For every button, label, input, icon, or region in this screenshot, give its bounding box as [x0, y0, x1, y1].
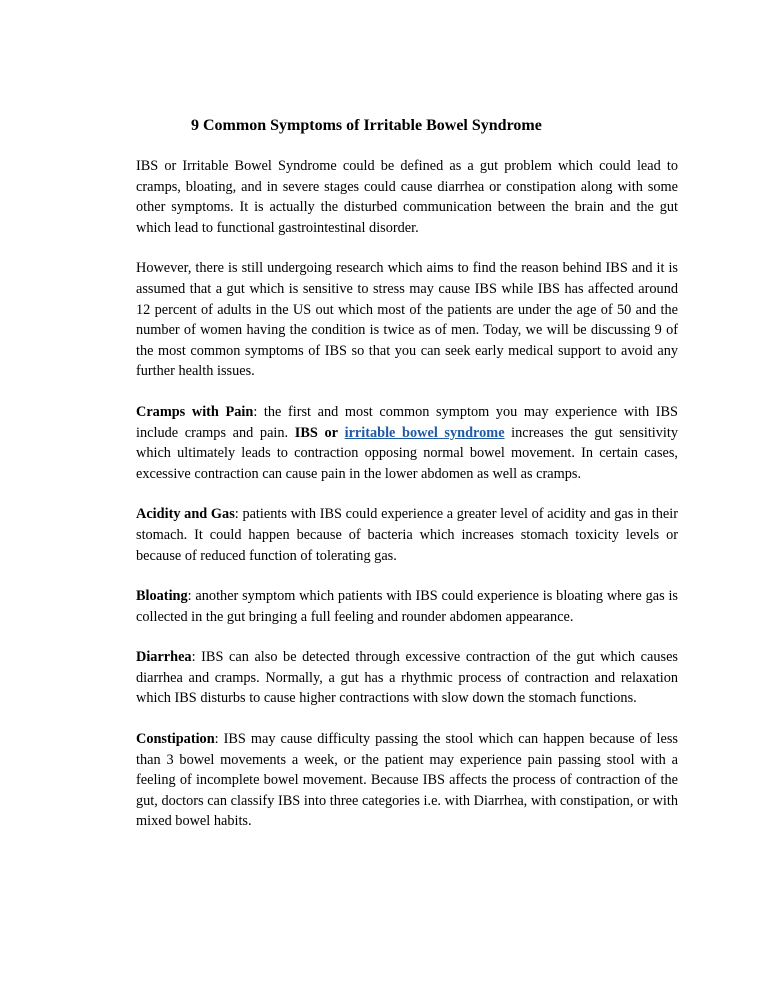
section-acidity — [136, 504, 678, 566]
section-heading-bloating: Bloating — [136, 588, 188, 605]
intro-paragraph-1: IBS or Irritable Bowel Syndrome could be defined as a gut problem which could lead to cramps, bloating, and in severe stages could cause diarrhea or constipation along with some other symptoms. It is actually the disturbed communication between the brain and the gut which lead to functional gastrointestinal disorder. — [136, 158, 678, 236]
section-text-cramps-a: : the first and most common symptom you may experience with IBS include cramps and pain. — [136, 403, 678, 441]
document-page — [136, 116, 678, 852]
section-heading-cramps: Cramps with Pain — [136, 403, 254, 420]
section-cramps — [136, 402, 678, 484]
section-text-constipation: : IBS may cause difficulty passing the stool which can happen because of less than 3 bowel movements a week, or the patient may experience pain passing stool with a feeling of incomplete bowel movement. Because IBS affects the process of contraction of the gut, doctors can classify IBS into three categories i.e. with Diarrhea, with constipation, or with mixed bowel habits. — [136, 731, 678, 830]
section-heading-diarrhea: Diarrhea — [136, 649, 192, 666]
section-text-acidity: : patients with IBS could experience a greater level of acidity and gas in their stomach. It could happen because of bacteria which increases stomach toxicity levels or because of reduced function of tolerating gas. — [136, 506, 678, 564]
section-heading-constipation: Constipation — [136, 731, 215, 748]
section-text-cramps-b: increases the gut sensitivity which ultimately leads to contraction opposing normal bowel movement. In certain cases, excessive contraction can cause pain in the lower abdomen as well as cramps. — [136, 424, 679, 482]
document-title: 9 Common Symptoms of Irritable Bowel Syndrome — [191, 117, 542, 134]
section-bloating — [136, 586, 678, 627]
irritable-bowel-syndrome-link[interactable]: irritable bowel syndrome — [344, 424, 505, 441]
bold-ibs-or: IBS or — [294, 424, 338, 441]
section-text-diarrhea: : IBS can also be detected through excessive contraction of the gut which causes diarrhea and cramps. Normally, a gut has a rhythmic process of contraction and relaxation which IBS disturbs to cause higher contractions with slow down the stomach functions. — [136, 649, 678, 707]
section-text-bloating: : another symptom which patients with IBS could experience is bloating where gas is collected in the gut bringing a full feeling and rounder abdomen appearance. — [136, 588, 678, 625]
section-constipation — [136, 729, 678, 832]
intro-paragraph-2: However, there is still undergoing research which aims to find the reason behind IBS and it is assumed that a gut which is sensitive to stress may cause IBS while IBS has affected around 12 percent of adults in the US out which most of the patients are under the age of 50 and the number of women having the condition is twice as of men. Today, we will be discussing 9 of the most common symptoms of IBS so that you can seek early medical support to avoid any further health issues. — [136, 260, 678, 380]
section-heading-acidity: Acidity and Gas — [136, 506, 235, 523]
section-diarrhea — [136, 647, 678, 709]
